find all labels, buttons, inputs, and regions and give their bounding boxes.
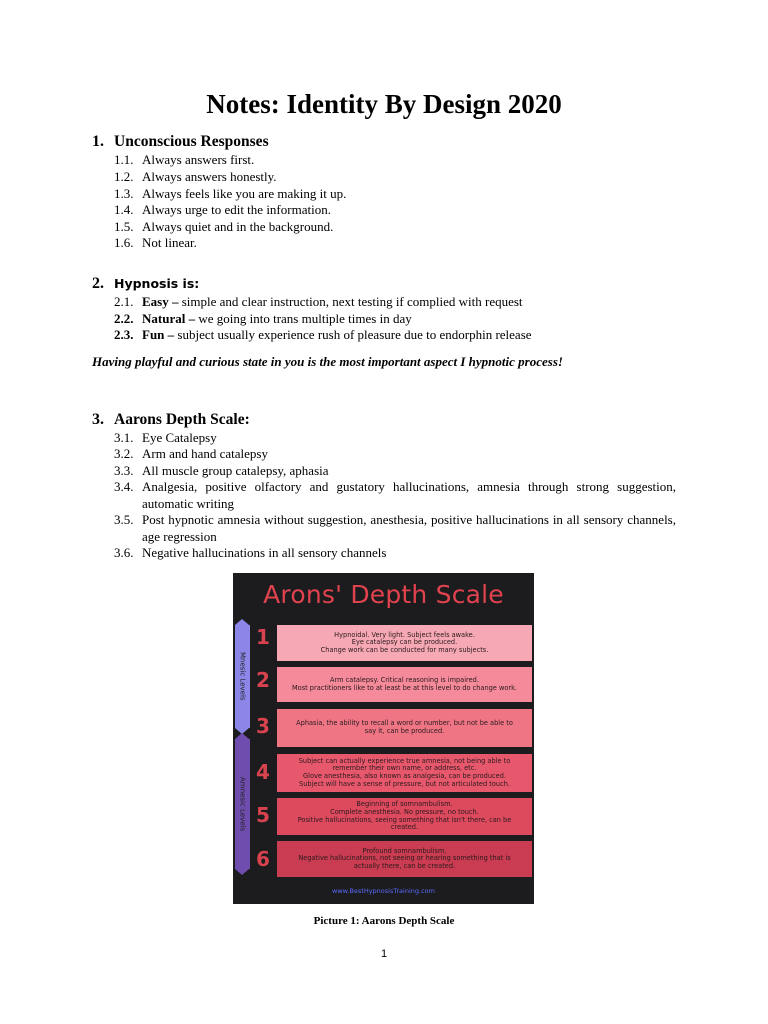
level-box: Profound somnambulism. Negative hallucinations, not seeing or hearing something that is actually there, can be created. bbox=[277, 841, 532, 877]
list-item: 1.5. Always quiet and in the background. bbox=[114, 219, 334, 234]
list-item: 3.4. Analgesia, positive olfactory and gustatory hallucinations, amnesia through strong suggestion, automatic writing bbox=[114, 479, 676, 511]
section-title: Unconscious Responses bbox=[114, 133, 269, 150]
list-item: 2.1. Easy – simple and clear instruction, next testing if complied with request bbox=[114, 294, 523, 309]
level-box: Beginning of somnambulism. Complete anesthesia. No pressure, no touch. Positive hallucinations, seeing something that isn't there, can be created. bbox=[277, 798, 532, 835]
depth-scale-image bbox=[233, 573, 534, 904]
page-title: Notes: Identity By Design 2020 bbox=[206, 89, 562, 119]
list-item: 2.2. Natural – we going into trans multiple times in day bbox=[114, 311, 412, 326]
level-box: Subject can actually experience true amnesia, not being able to remember their own name, or address, etc. Glove anesthesia, also known as analgesia, can be produced. Subject will have a sense of pressure, but not articulated touch. bbox=[277, 754, 532, 792]
level-box: Arm catalepsy. Critical reasoning is impaired. Most practitioners like to at least be at this level to do change work. bbox=[277, 667, 532, 702]
figure-caption: Picture 1: Aarons Depth Scale bbox=[313, 915, 455, 927]
list-item: 1.2. Always answers honestly. bbox=[114, 169, 277, 184]
section-title: Hypnosis is: bbox=[114, 276, 200, 291]
section-heading-1 bbox=[92, 132, 269, 152]
level-number: 2 bbox=[256, 668, 270, 692]
band-label: Mnesic Levels bbox=[238, 652, 247, 701]
level-number: 6 bbox=[256, 847, 270, 871]
level-number: 5 bbox=[256, 803, 270, 827]
emphasis-note: Having playful and curious state in you is the most important aspect I hypnotic process! bbox=[92, 354, 563, 369]
list-item: 2.3. Fun – subject usually experience rush of pleasure due to endorphin release bbox=[114, 327, 532, 342]
level-number: 1 bbox=[256, 625, 270, 649]
section-number: 2. bbox=[92, 275, 104, 292]
level-box: Hypnoidal. Very light. Subject feels awake. Eye catalepsy can be produced. Change work can be conducted for many subjects. bbox=[277, 625, 532, 661]
list-item: 3.1. Eye Catalepsy bbox=[114, 430, 217, 445]
list-item: 1.1. Always answers first. bbox=[114, 152, 255, 167]
list-item: 3.3. All muscle group catalepsy, aphasia bbox=[114, 463, 329, 478]
level-number: 4 bbox=[256, 760, 270, 784]
section-number: 1. bbox=[92, 133, 104, 150]
list-item: 1.3. Always feels like you are making it up. bbox=[114, 186, 347, 201]
level-number: 3 bbox=[256, 714, 270, 738]
band-label: Amnesic Levels bbox=[238, 776, 247, 832]
level-box: Aphasia, the ability to recall a word or number, but not be able to say it, can be produced. bbox=[277, 709, 532, 747]
section-number: 3. bbox=[92, 411, 104, 428]
list-item: 3.2. Arm and hand catalepsy bbox=[114, 446, 268, 461]
list-item: 1.6. Not linear. bbox=[114, 235, 197, 250]
amnesic-levels-band bbox=[235, 739, 250, 869]
mnesic-levels-band bbox=[235, 625, 250, 728]
list-item: 3.5. Post hypnotic amnesia without suggestion, anesthesia, positive hallucinations in all sensory channels, age regression bbox=[114, 512, 676, 544]
figure-title: Arons' Depth Scale bbox=[263, 580, 504, 609]
section-title: Aarons Depth Scale: bbox=[114, 411, 250, 428]
list-item: 3.6. Negative hallucinations in all sensory channels bbox=[114, 545, 387, 560]
section-heading-3 bbox=[92, 410, 250, 430]
page-number: 1 bbox=[380, 948, 388, 960]
list-item: 1.4. Always urge to edit the information. bbox=[114, 202, 331, 217]
figure-url: www.BestHypnosisTraining.com bbox=[332, 887, 435, 895]
section-heading-2 bbox=[92, 274, 199, 294]
